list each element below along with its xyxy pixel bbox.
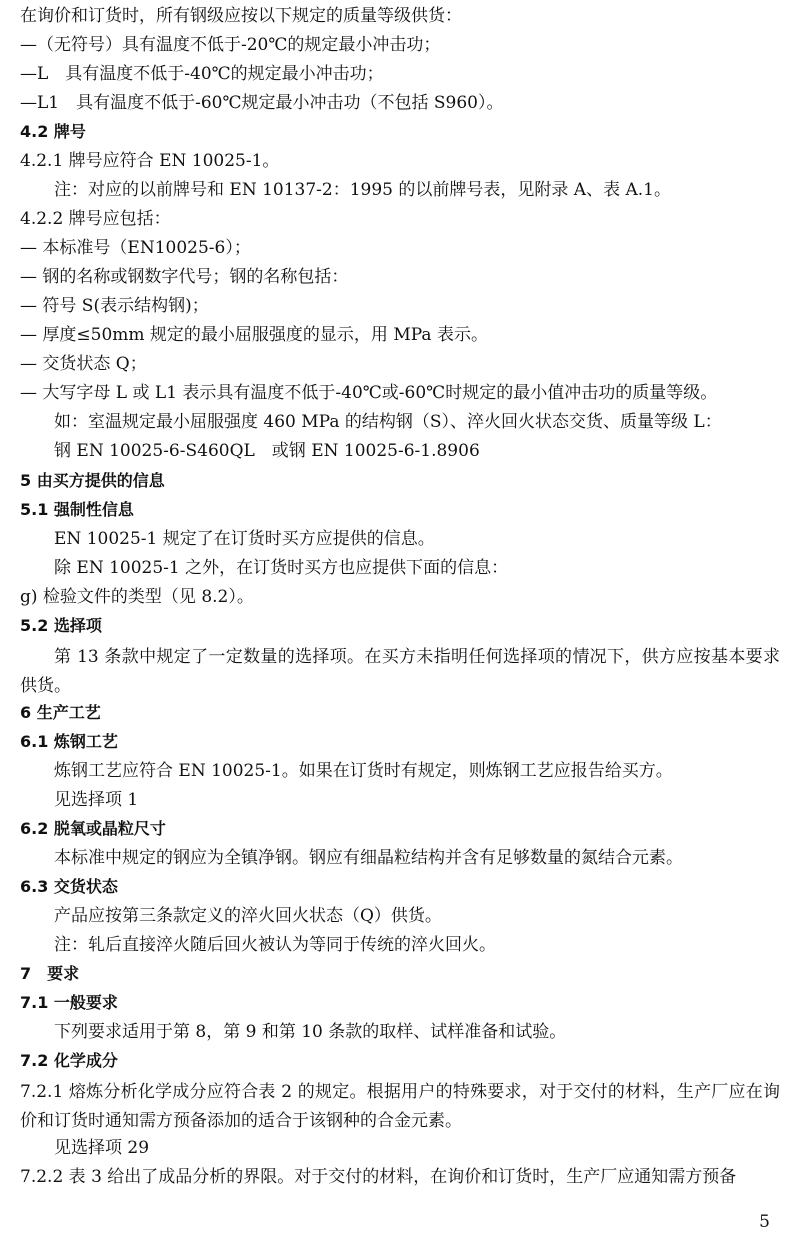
list-item: — 交货状态 Q； [20,354,147,374]
text-line: 本标准中规定的钢应为全镇净钢。钢应有细晶粒结构并含有足够数量的氮结合元素。 [54,848,683,868]
section-heading: 4.2 牌号 [20,122,86,141]
text-line: 在询价和订货时，所有钢级应按以下规定的质量等级供货： [20,6,462,26]
list-item: —（无符号）具有温度不低于-20℃的规定最小冲击功； [20,35,441,55]
note-line: 注：轧后直接淬火随后回火被认为等同于传统的淬火回火。 [54,935,496,955]
text-line: 4.2.1 牌号应符合 EN 10025-1。 [20,151,280,171]
section-heading: 5.1 强制性信息 [20,500,134,519]
list-item: —L 具有温度不低于-40℃的规定最小冲击功； [20,64,384,84]
section-heading: 6 生产工艺 [20,703,101,722]
text-line: 除 EN 10025-1 之外，在订货时买方也应提供下面的信息： [54,558,509,578]
text-line: 产品应按第三条款定义的淬火回火状态（Q）供货。 [54,906,442,926]
text-line: 见选择项 1 [54,790,139,810]
text-line: 4.2.2 牌号应包括： [20,209,171,229]
list-item: —L1 具有温度不低于-60℃规定最小冲击功（不包括 S960）。 [20,93,504,113]
section-heading: 7.2 化学成分 [20,1051,118,1070]
paragraph: 7.2.1 熔炼分析化学成分应符合表 2 的规定。根据用户的特殊要求，对于交付的材料，生产厂应在询价和订货时通知需方预备添加的适合于该钢种的合金元素。 [20,1082,780,1131]
list-item: — 符号 S(表示结构钢)； [20,296,209,316]
list-item: g) 检验文件的类型（见 8.2）。 [20,587,254,607]
paragraph: 第 13 条款中规定了一定数量的选择项。在买方未指明任何选择项的情况下，供方应按基本要求供货。 [20,647,780,696]
page-number: 5 [759,1212,770,1232]
note-line: 注：对应的以前牌号和 EN 10137-2：1995 的以前牌号表，见附录 A、表 A.1。 [54,180,671,200]
example-line: 如：室温规定最小屈服强度 460 MPa 的结构钢（S）、淬火回火状态交货、质量等级 L： [54,412,722,432]
list-item: — 大写字母 L 或 L1 表示具有温度不低于-40℃或-60℃时规定的最小值冲击功的质量等级。 [20,383,718,403]
text-line: 见选择项 29 [54,1138,150,1158]
text-line: 7.2.2 表 3 给出了成品分析的界限。对于交付的材料，在询价和订货时，生产厂应通知需方预备 [20,1167,737,1187]
example-line: 钢 EN 10025-6-S460QL 或钢 EN 10025-6-1.8906 [54,441,480,461]
section-heading: 5.2 选择项 [20,616,102,635]
list-item: — 厚度≤50mm 规定的最小屈服强度的显示，用 MPa 表示。 [20,325,488,345]
text-line: EN 10025-1 规定了在订货时买方应提供的信息。 [54,529,435,549]
list-item: — 钢的名称或钢数字代号；钢的名称包括： [20,267,349,287]
text-line: 炼钢工艺应符合 EN 10025-1。如果在订货时有规定，则炼钢工艺应报告给买方。 [54,761,673,781]
section-heading: 6.1 炼钢工艺 [20,732,118,751]
section-heading: 6.3 交货状态 [20,877,118,896]
text-line: 下列要求适用于第 8，第 9 和第 10 条款的取样、试样准备和试验。 [54,1022,567,1042]
section-heading: 5 由买方提供的信息 [20,471,165,490]
section-heading: 7 要求 [20,964,80,983]
section-heading: 6.2 脱氧或晶粒尺寸 [20,819,166,838]
section-heading: 7.1 一般要求 [20,993,118,1012]
list-item: — 本标准号（EN10025-6）； [20,238,251,258]
